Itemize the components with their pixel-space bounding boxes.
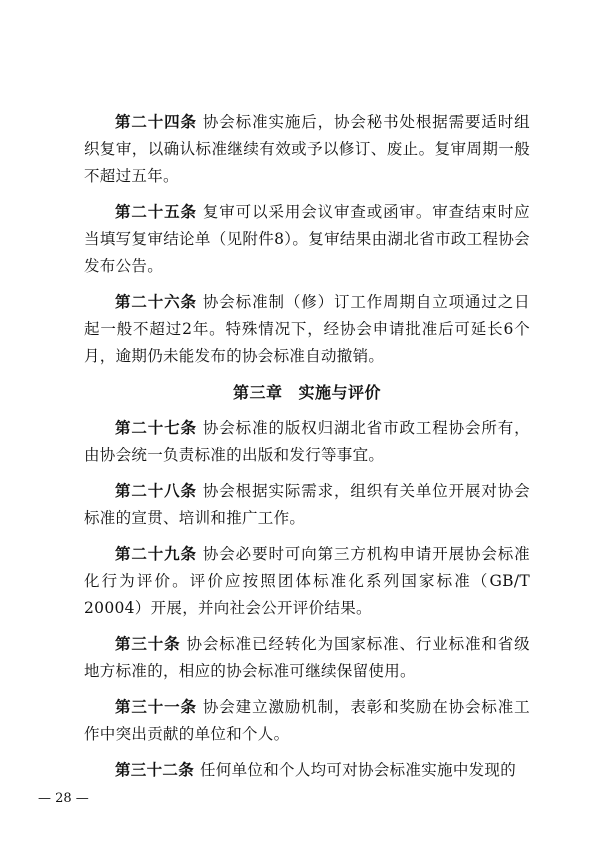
- article-number: 第二十六条: [115, 293, 197, 311]
- article-number: 第二十八条: [115, 482, 197, 500]
- article-29: [84, 541, 530, 622]
- article-number: 第二十九条: [115, 545, 197, 563]
- article-30: [84, 631, 530, 685]
- page-number: — 28 —: [38, 791, 89, 806]
- article-number: 第三十二条: [115, 761, 195, 779]
- article-number: 第二十四条: [115, 113, 197, 131]
- article-number: 第三十一条: [115, 698, 197, 716]
- article-text: 任何单位和个人均可对协会标准实施中发现的: [200, 761, 517, 779]
- article-text: 协会标准的版权归湖北省市政工程协会所有，由协会统一负责标准的出版和发行等事宜。: [84, 419, 530, 464]
- article-text: 复审可以采用会议审查或函审。审查结束时应当填写复审结论单（见附件8）。复审结果由湖北省市政工程协会发布公告。: [84, 203, 530, 275]
- article-text: 协会根据实际需求，组织有关单位开展对协会标准的宣贯、培训和推广工作。: [84, 482, 530, 527]
- article-text: 协会标准制（修）订工作周期自立项通过之日起一般不超过2年。特殊情况下，经协会申请批准后可延长6个月，逾期仍未能发布的协会标准自动撤销。: [84, 293, 530, 365]
- article-31: [84, 694, 530, 748]
- article-number: 第二十五条: [115, 203, 197, 221]
- article-text: 协会标准实施后，协会秘书处根据需要适时组织复审，以确认标准继续有效或予以修订、废止。复审周期一般不超过五年。: [84, 113, 530, 185]
- chapter-number: 第三章: [232, 383, 283, 402]
- chapter-heading: [84, 379, 530, 406]
- article-24: [84, 109, 530, 190]
- article-text: 协会标准已经转化为国家标准、行业标准和省级地方标准的，相应的协会标准可继续保留使用。: [84, 635, 530, 680]
- article-28: [84, 478, 530, 532]
- article-27: [84, 415, 530, 469]
- article-number: 第二十七条: [115, 419, 197, 437]
- chapter-title: 实施与评价: [298, 383, 382, 402]
- document-body: [84, 109, 530, 793]
- article-text: 协会建立激励机制，表彰和奖励在协会标准工作中突出贡献的单位和个人。: [84, 698, 530, 743]
- article-25: [84, 199, 530, 280]
- article-number: 第三十条: [115, 635, 181, 653]
- article-32: [84, 757, 530, 784]
- article-text: 协会必要时可向第三方机构申请开展协会标准化行为评价。评价应按照团体标准化系列国家标准（GB/T 20004）开展，并向社会公开评价结果。: [84, 545, 530, 617]
- article-26: [84, 289, 530, 370]
